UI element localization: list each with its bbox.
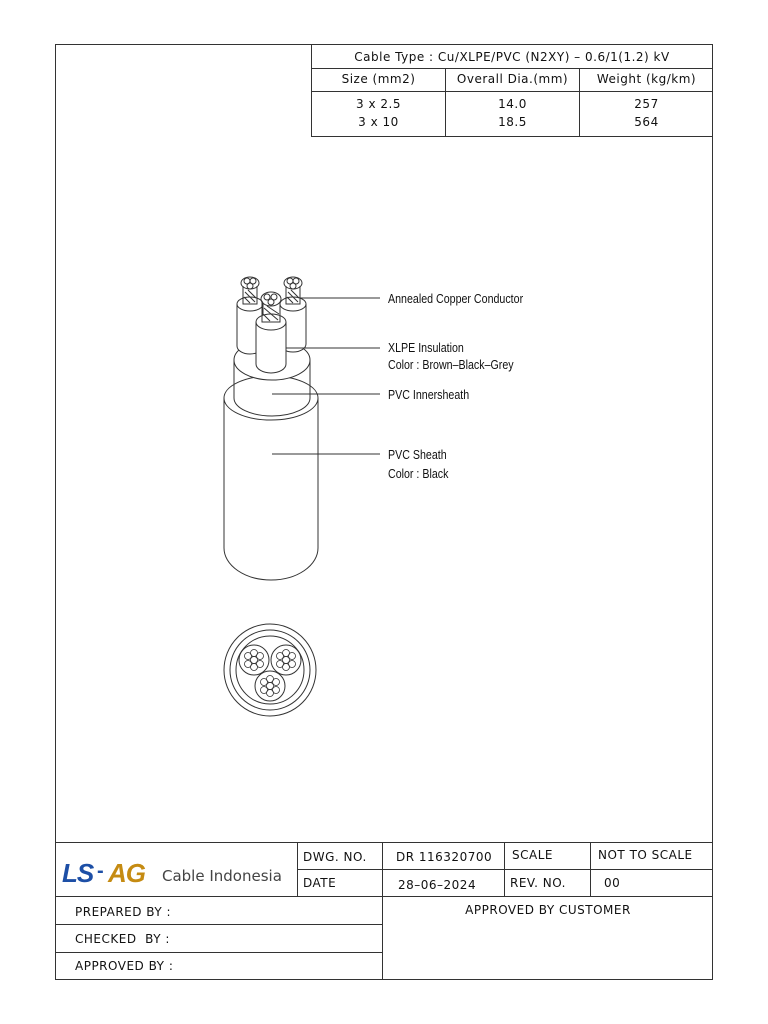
header-overall-dia: Overall Dia.(mm) — [456, 72, 569, 86]
date-value: 28–06–2024 — [398, 878, 477, 892]
cable-type-title: Cable Type : Cu/XLPE/PVC (N2XY) – 0.6/1(1.2) kV — [354, 50, 670, 64]
label-sheath-color: Color : Black — [388, 466, 449, 481]
scale-label: SCALE — [512, 848, 553, 862]
logo-ag: AG — [108, 858, 145, 888]
approved-by: APPROVED BY : — [75, 959, 174, 973]
label-innersheath: PVC Innersheath — [388, 387, 470, 402]
rev-no-label: REV. NO. — [510, 876, 566, 890]
header-size: Size (mm2) — [341, 72, 416, 86]
rev-no-value: 00 — [604, 876, 621, 890]
prepared-by: PREPARED BY : — [75, 905, 172, 919]
logo-ls: LS — [62, 858, 94, 888]
cable-cross-section — [224, 624, 316, 716]
table-row-2-dia: 18.5 — [498, 115, 527, 129]
checked-by: CHECKED BY : — [75, 932, 170, 946]
label-conductor: Annealed Copper Conductor — [388, 291, 524, 306]
date-label: DATE — [303, 876, 337, 890]
table-row-2-weight: 564 — [634, 115, 659, 129]
dwg-no-value: DR 116320700 — [396, 850, 493, 864]
scale-value: NOT TO SCALE — [598, 848, 693, 862]
logo-company-name: Cable Indonesia — [162, 867, 282, 885]
logo-dash: - — [97, 860, 104, 882]
table-row-1-size: 3 x 2.5 — [356, 97, 401, 111]
label-sheath: PVC Sheath — [388, 447, 447, 462]
table-row-1-dia: 14.0 — [498, 97, 527, 111]
table-row-2-size: 3 x 10 — [358, 115, 399, 129]
label-insulation: XLPE Insulation — [388, 340, 464, 355]
table-row-1-weight: 257 — [634, 97, 659, 111]
dwg-no-label: DWG. NO. — [303, 850, 367, 864]
approved-by-customer: APPROVED BY CUSTOMER — [465, 903, 631, 917]
label-insulation-color: Color : Brown–Black–Grey — [388, 357, 514, 372]
header-weight: Weight (kg/km) — [596, 72, 697, 86]
